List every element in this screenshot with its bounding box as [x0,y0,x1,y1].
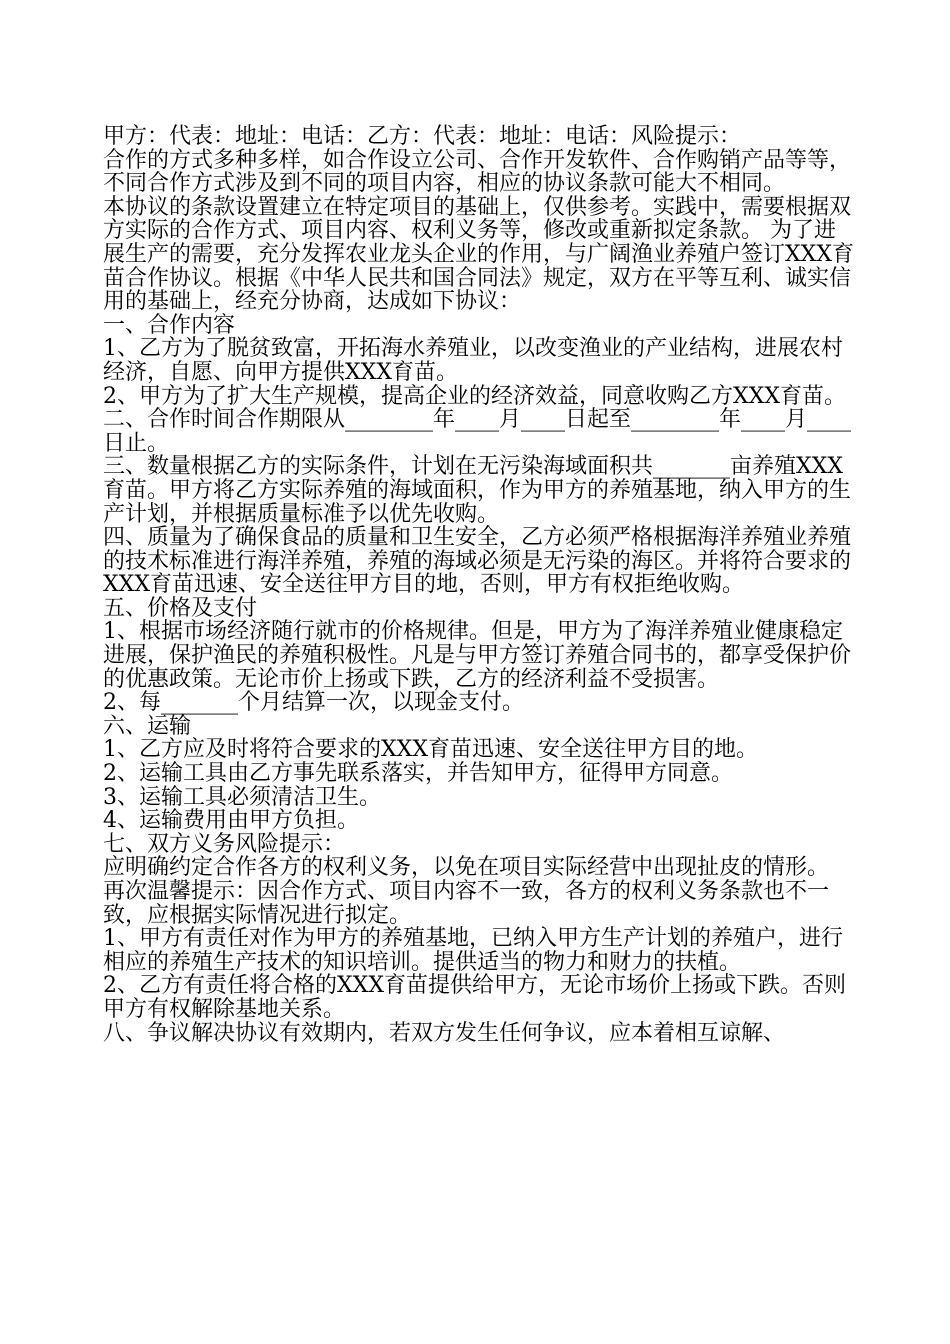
clause-paragraph: 1、乙方应及时将符合要求的XXX育苗迅速、安全送往甲方目的地。 [103,737,758,763]
preamble-paragraph: 本协议的条款设置建立在特定项目的基础上，仅供参考。实践中，需要根据双方实际的合作方式、项目内容、权利义务等，修改或重新拟定条款。 为了进展生产的需要，充分发挥农业龙头企业的作用，与广阔渔业养殖户签订XXX育苗合作协议。根据《中华人民共和国合同法》规定，双方在平等互利、诚实信用的基础上，经充分协商，达成如下协议： [103,194,854,315]
clause-paragraph: 2、每_______个月结算一次，以现金支付。 [103,690,524,716]
reminder-paragraph: 再次温馨提示：因合作方式、项目内容不一致，各方的权利义务条款也不一致，应根据实际情况进行拟定。 [103,879,830,928]
section-heading-price: 五、价格及支付 [103,595,258,621]
risk-note-paragraph: 应明确约定合作各方的权利义务，以免在项目实际经营中出现扯皮的情形。 [103,855,830,881]
section-heading-cooperation: 一、合作内容 [103,312,236,338]
clause-paragraph: 4、运输费用由甲方负担。 [103,808,359,834]
document-body [103,125,855,1045]
parties-line: 甲方：代表：地址：电话：乙方：代表：地址：电话：风险提示： [103,124,742,149]
clause-paragraph: 2、甲方为了扩大生产规模，提高企业的经济效益，同意收购乙方XXX育苗。 [103,383,846,409]
risk-note-paragraph: 合作的方式多种多样，如合作设立公司、合作开发软件、合作购销产品等等，不同合作方式涉及到不同的项目内容，相应的协议条款可能大不相同。 [103,147,852,197]
clause-paragraph: 1、根据市场经济随行就市的价格规律。但是，甲方为了海洋养殖业健康稳定进展，保护渔民的养殖积极性。凡是与甲方签订养殖合同书的，都享受保护价的优惠政策。无论市价上扬或下跌，乙方的经济利益不受损害。 [103,619,852,692]
section-quantity: 三、数量根据乙方的实际条件，计划在无污染海域面积共_______亩养殖XXX育苗。甲方将乙方实际养殖的海域面积，作为甲方的养殖基地，纳入甲方的生产计划，并根据质量标准予以优先收购。 [103,454,852,527]
section-quality: 四、质量为了确保食品的质量和卫生安全，乙方必须严格根据海洋养殖业养殖的技术标准进行海洋养殖，养殖的海域必须是无污染的海区。并将符合要求的XXX育苗迅速、安全送往甲方目的地，否则，甲方有权拒绝收购。 [103,525,852,598]
section-heading-obligations: 七、双方义务风险提示： [103,831,346,857]
clause-paragraph: 1、乙方为了脱贫致富，开拓海水养殖业，以改变渔业的产业结构，进展农村经济，自愿、向甲方提供XXX育苗。 [103,336,843,385]
clause-paragraph: 2、运输工具由乙方事先联系落实，并告知甲方，征得甲方同意。 [103,761,733,787]
clause-paragraph: 3、运输工具必须清洁卫生。 [103,784,381,810]
clause-paragraph: 1、甲方有责任对作为甲方的养殖基地，已纳入甲方生产计划的养殖户，进行相应的养殖生产技术的知识培训。提供适当的物力和财力的扶植。 [103,926,843,975]
section-cooperation-period: 二、合作时间合作期限从________年____月____日起至________年____月____日止。 [103,407,852,456]
section-heading-transport: 六、运输 [103,713,192,739]
section-dispute-resolution: 八、争议解决协议有效期内，若双方发生任何争议，应本着相互谅解、 [103,1020,786,1046]
clause-paragraph: 2、乙方有责任将合格的XXX育苗提供给甲方，无论市场价上扬或下跌。否则甲方有权解除基地关系。 [103,973,846,1022]
